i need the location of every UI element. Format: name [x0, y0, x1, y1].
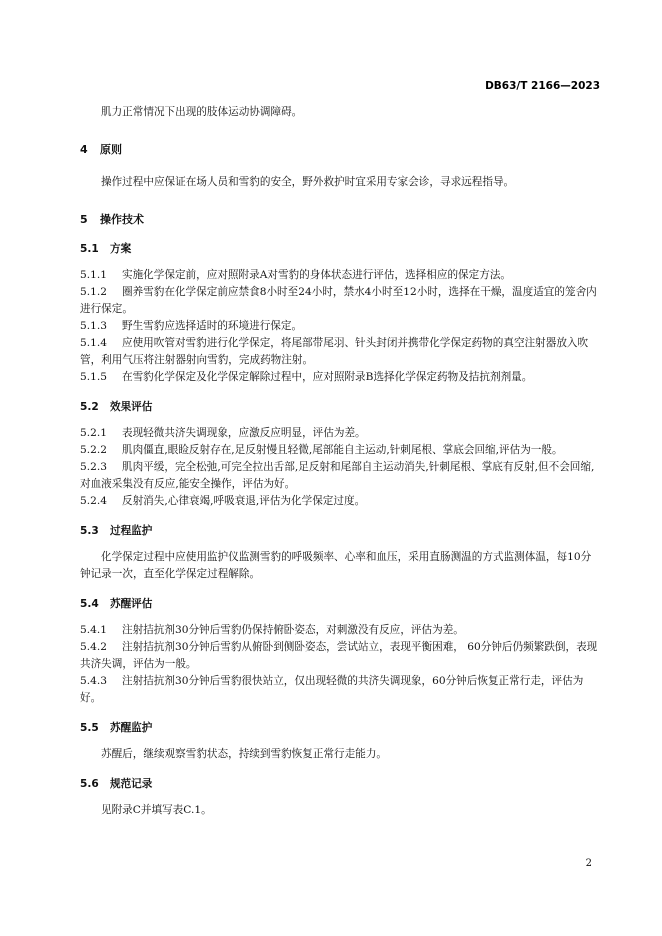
clause-number: 5.2.1	[80, 427, 107, 439]
document-body	[80, 104, 600, 819]
clause-text: 实施化学保定前，应对照附录A对雪豹的身体状态进行评估，选择相应的保定方法。	[122, 269, 512, 281]
clause	[80, 267, 600, 284]
section-title: 方案	[110, 243, 132, 255]
paragraph: 操作过程中应保证在场人员和雪豹的安全，野外救护时宜采用专家会诊，寻求远程指导。	[101, 176, 515, 188]
clause-number: 5.4.3	[80, 675, 107, 687]
clause	[80, 673, 600, 707]
clause	[80, 425, 600, 442]
section-heading	[80, 523, 600, 540]
clause	[80, 335, 600, 369]
section-number: 4	[80, 143, 88, 156]
clause	[80, 318, 600, 335]
section-title: 效果评估	[110, 401, 153, 413]
section-title: 苏醒评估	[110, 598, 153, 610]
paragraph: 见附录C并填写表C.1。	[101, 804, 212, 816]
section-title: 规范记录	[110, 778, 153, 790]
clause	[80, 639, 600, 673]
section-heading	[80, 211, 600, 228]
section-title: 操作技术	[100, 213, 144, 226]
clause-text: 注射拮抗剂30分钟后雪豹很快站立，仅出现轻微的共济失调现象，60分钟后恢复正常行走，评估为好。	[80, 675, 584, 704]
section-number: 5.2	[80, 401, 99, 413]
clause	[80, 284, 600, 318]
section-number: 5	[80, 213, 88, 226]
clause-text: 在雪豹化学保定及化学保定解除过程中，应对照附录B选择化学保定药物及拮抗剂剂量。	[122, 371, 533, 383]
paragraph: 肌力正常情况下出现的肢体运动协调障碍。	[101, 106, 303, 118]
clause-number: 5.1.4	[80, 337, 107, 349]
section-heading	[80, 399, 600, 416]
clause-text: 野生雪豹应选择适时的环境进行保定。	[122, 320, 303, 332]
clause-number: 5.2.2	[80, 444, 107, 456]
section-number: 5.5	[80, 722, 99, 734]
clause-text: 表现轻微共济失调现象，应激反应明显，评估为差。	[122, 427, 366, 439]
document-code: DB63/T 2166—2023	[485, 80, 600, 92]
section-heading	[80, 141, 600, 158]
section-heading	[80, 776, 600, 793]
section-number: 5.1	[80, 243, 99, 255]
clause	[80, 442, 600, 459]
clause	[80, 622, 600, 639]
clause-text: 圈养雪豹在化学保定前应禁食8小时至24小时，禁水4小时至12小时，选择在干燥，温度适宜的笼舍内进行保定。	[80, 286, 597, 315]
clause	[80, 493, 600, 510]
clause-number: 5.1.1	[80, 269, 107, 281]
clause-number: 5.1.5	[80, 371, 107, 383]
clause-text: 应使用吹管对雪豹进行化学保定，将尾部带尾羽、针头封闭并携带化学保定药物的真空注射器放入吹管，利用气压将注射器射向雪豹，完成药物注射。	[80, 337, 589, 366]
section-title: 原则	[100, 143, 122, 156]
page-number: 2	[585, 858, 592, 869]
clause-text: 注射拮抗剂30分钟后雪豹仍保持俯卧姿态，对刺激没有反应，评估为差。	[122, 624, 464, 636]
clause-text: 反射消失,心律衰竭,呼吸衰退,评估为化学保定过度。	[122, 495, 366, 507]
clause-number: 5.1.2	[80, 286, 107, 298]
clause-text: 肌肉平缓，完全松弛,可完全拉出舌部,足反射和尾部自主运动消失,针刺尾根、掌底有反射,但不会回缩,对血液采集没有反应,能安全操作，评估为好。	[80, 461, 595, 490]
section-title: 过程监护	[110, 525, 153, 537]
clause	[80, 459, 600, 493]
section-number: 5.6	[80, 778, 99, 790]
clause-number: 5.4.2	[80, 641, 107, 653]
paragraph: 苏醒后，继续观察雪豹状态，持续到雪豹恢复正常行走能力。	[101, 748, 388, 760]
section-heading	[80, 596, 600, 613]
clause	[80, 369, 600, 386]
clause-text: 注射拮抗剂30分钟后雪豹从俯卧到侧卧姿态，尝试站立，表现平衡困难， 60分钟后仍频繁跌倒，表现共济失调，评估为一般。	[80, 641, 598, 670]
clause-number: 5.2.4	[80, 495, 107, 507]
section-number: 5.4	[80, 598, 99, 610]
section-number: 5.3	[80, 525, 99, 537]
clause-number: 5.2.3	[80, 461, 107, 473]
clause-number: 5.1.3	[80, 320, 107, 332]
section-title: 苏醒监护	[110, 722, 153, 734]
paragraph: 化学保定过程中应使用监护仪监测雪豹的呼吸频率、心率和血压，采用直肠测温的方式监测体温，每10分钟记录一次，直至化学保定过程解除。	[80, 551, 592, 580]
section-heading	[80, 241, 600, 258]
clause-number: 5.4.1	[80, 624, 107, 636]
clause-text: 肌肉僵直,眼睑反射存在,足反射慢且轻微,尾部能自主运动,针刺尾根、掌底会回缩,评估为一般。	[122, 444, 563, 456]
section-heading	[80, 720, 600, 737]
